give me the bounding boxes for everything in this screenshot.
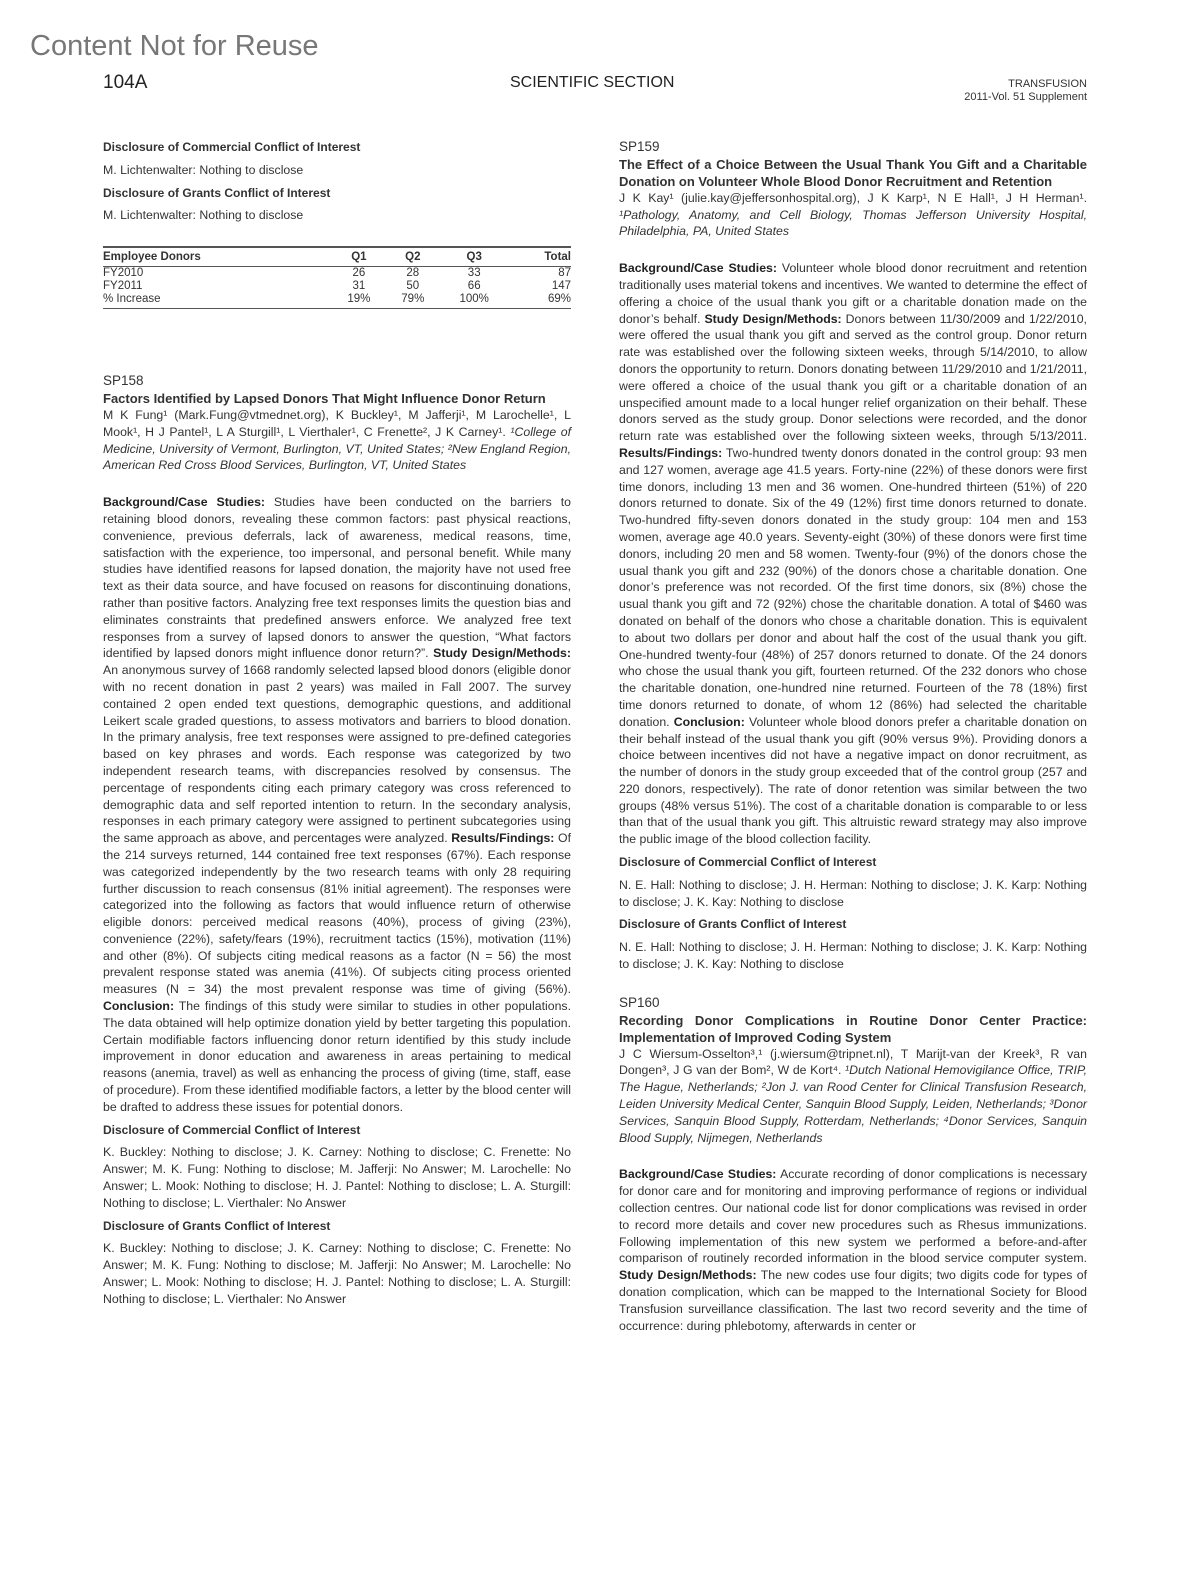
disclosure-text: K. Buckley: Nothing to disclose; J. K. Carney: Nothing to disclose; C. Frenette: No Answer; M. K. Fung: Nothing to disclose; M. Jafferji: No Answer; M. Larochelle: No Answer; L. Mook: Nothing to disclose; H. J. Pantel: Nothing to disclose; L. A. Sturgill: Nothing to disclose; L. Vierthaler: No Answer (103, 1241, 571, 1306)
disclosure-heading: Disclosure of Commercial Conflict of Interest (103, 1122, 361, 1137)
author-list: M K Fung¹ (Mark.Fung@vtmednet.org), K Buckley¹, M Jafferji¹, M Larochelle¹, L Mook¹, H J Pantel¹, L A Sturgill¹, L Vierthaler¹, C Frenette², J K Carney¹. (103, 407, 571, 439)
disclosure-heading: Disclosure of Grants Conflict of Interest (619, 917, 847, 932)
section-label: Results/Findings: (619, 445, 723, 460)
disclosure-heading: Disclosure of Grants Conflict of Interest (103, 185, 331, 200)
table-cell: 100% (440, 293, 509, 309)
abstract-authors (103, 407, 571, 474)
watermark: Content Not for Reuse (30, 30, 319, 62)
section-text: Donors between 11/30/2009 and 1/22/2010, were offered the usual thank you gift and served as the control group. Donor return rate was established over the following sixteen weeks, through 5/14/2010, to allow donors the opportunity to return. Donors donating between 11/29/2010 and 1/21/2011, were offered a choice of the usual thank you gift or a charitable donation of an unspecified amount made to a local hunger relief organization on their behalf. These donors served as the study group. Donor selections were recorded, and the donor return rate was established over the following sixteen weeks, through 5/13/2011. (619, 311, 1087, 444)
page-number: 104A (103, 72, 148, 93)
section-title: SCIENTIFIC SECTION (510, 74, 675, 91)
section-label: Conclusion: (103, 999, 175, 1014)
section-label: Background/Case Studies: (103, 495, 265, 510)
section-label: Study Design/Methods: (433, 646, 571, 661)
section-text: The new codes use four digits; two digits code for types of donation complication, which can be mapped to the International Society for Blood Transfusion surveillance classification. The last two record severity and the time of occurrence: during phlebotomy, afterwards in center or (619, 1268, 1087, 1333)
section-label: Background/Case Studies: (619, 1167, 777, 1182)
table-cell: 26 (352, 267, 366, 280)
disclosure-heading: Disclosure of Commercial Conflict of Interest (103, 140, 361, 154)
table-cell: 31 (352, 280, 366, 293)
abstract-code: SP159 (619, 139, 660, 154)
section-text: An anonymous survey of 1668 randomly selected lapsed blood donors (eligible donor with no recent donation in past 2 years) was mailed in Fall 2007. The survey contained 2 open ended text questions, demographic questions, and additional Leikert scale graded questions, to assess motivators and barriers to blood donation. In the primary analysis, free text responses were assigned to pre-defined categories based on key phrases and words. Each response was categorized by two independent research teams, with discrepancies resolved by consensus. The percentage of respondents citing each primary category was cross referenced to demographic data and self reported intention to return. In the secondary analysis, responses in each primary category were assigned to pertinent subcategories using the same approach as above, and percentages were analyzed. (103, 663, 571, 846)
column-header: Q2 (386, 247, 440, 267)
table-cell: % Increase (103, 293, 332, 309)
journal-info (964, 78, 1087, 104)
table-row (103, 280, 571, 293)
disclosure-heading: Disclosure of Commercial Conflict of Interest (619, 855, 877, 870)
table-cell: 147 (551, 280, 571, 293)
section-text: Volunteer whole blood donors prefer a charitable donation on their behalf instead of the usual thank you gift (90% versus 9%). Providing donors a choice between incentives did not have a negative impact on donor recruitment, as the number of donors in the study group exceeded that of the control group (257 and 220 donors, respectively). The rate of donor retention was similar between the two groups (48% versus 51%). The cost of a charitable donation is comparable to or less than that of the usual thank you gift. This altruistic reward strategy may also improve the public image of the blood collection facility. (619, 714, 1088, 847)
abstract-authors (619, 1046, 1087, 1147)
journal-name: TRANSFUSION (1008, 78, 1087, 90)
section-label: Study Design/Methods: (704, 311, 842, 326)
disclosure-text: M. Lichtenwalter: Nothing to disclose (103, 162, 304, 177)
section-text: Studies have been conducted on the barriers to retaining blood donors, revealing these common factors: past physical reactions, convenience, previous deferrals, lack of awareness, medical reasons, time, satisfaction with the experience, too impersonal, and personal benefit. While many studies have identified reasons for lapsed donation, the majority have not used free text as their data source, and have focused on reasons for discontinuing donations, rather than positive factors. Analyzing free text responses limits the question bias and eliminates constraints that predefined answers enforce. We analyzed free text responses from a survey of lapsed donors to answer the question, “What factors identified by lapsed donors might influence donor return?”. (103, 495, 571, 661)
affiliations: ¹Dutch National Hemovigilance Office, TRIP, The Hague, Netherlands; ²Jon J. van Rood Center for Clinical Transfusion Research, Leiden University Medical Center, Sanquin Blood Supply, Leiden, Netherlands; ³Donor Services, Sanquin Blood Supply, Rotterdam, Netherlands; ⁴Donor Services, Sanquin Blood Supply, Nijmegen, Netherlands (619, 1063, 1088, 1145)
affiliations: ¹College of Medicine, University of Vermont, Burlington, VT, United States; ²New England Region, American Red Cross Blood Services, Burlington, VT, United States (103, 424, 572, 473)
disclosure-text: N. E. Hall: Nothing to disclose; J. H. Herman: Nothing to disclose; J. K. Karp: Nothing to disclose; J. K. Kay: Nothing to disclose (619, 940, 1087, 972)
abstract-code: SP158 (103, 373, 144, 389)
abstract-body (103, 494, 571, 1115)
abstract-title: The Effect of a Choice Between the Usual Thank You Gift and a Charitable Donation on Volunteer Whole Blood Donor Recruitment and Retention (619, 156, 1087, 189)
table-cell: 66 (467, 280, 481, 293)
author-list: J C Wiersum-Osselton³,¹ (j.wiersum@tripnet.nl), T Marijt-van der Kreek³, R van Dongen³, J G van der Bom², W de Kort⁴. (619, 1046, 1087, 1078)
section-text: Of the 214 surveys returned, 144 contained free text responses (67%). Each response was categorized independently by the two research teams with only 28 requiring further discussion to reach consensus (81% initial agreement). The responses were categorized into the following as factors that would influence return of otherwise eligible donors: perceived medical reasons (40%), process of giving (23%), convenience (22%), safety/fears (19%), recruitment tactics (15%), motivation (11%) and other (8%). Of subjects citing medical reasons as a factor (N = 56) the most prevalent response stated was anemia (41%). Of subjects citing process oriented measures (N = 34) the most prevalent response was time of giving (56%). (103, 831, 571, 997)
table-row (103, 267, 571, 281)
column-header: Total (509, 247, 571, 267)
table-row (103, 293, 571, 309)
section-text: Two-hundred twenty donors donated in the control group: 93 men and 127 women, average age 41.5 years. Forty-nine (22%) of these donors were first time donors, including 13 men and 36 women. One-hundred thirteen (51%) of 220 donors returned to donate. Six of the 49 (12%) first time donors returned to donate. Two-hundred fifty-seven donors donated in the study group: 104 men and 153 women, average age 40.0 years. Seventy-eight (30%) of these donors were first time donors, including 20 men and 58 women. Twenty-four (9%) of the donors chose the usual thank you gift and 232 (90%) of the donors chose a charitable donation. One donor’s preference was not recorded. Of the first time donors, six (8%) chose the usual thank you gift and 72 (92%) chose the charitable donation. A total of $460 was donated on behalf of the donors who chose a charitable donation. This is equivalent to about two dollars per donor and about half the cost of the usual thank you gift. One-hundred twenty-four (48%) of 257 donors returned to donate. Of the 24 donors who chose the usual thank you gift, fourteen returned. Of the 232 donors who chose the charitable donation, one-hundred nine returned. Fourteen of the 78 (18%) first time donors returned to donate, of whom 12 (86%) had selected the charitable donation. (619, 445, 1087, 729)
affiliations: ¹Pathology, Anatomy, and Cell Biology, Thomas Jefferson University Hospital, Philadelphia, PA, United States (619, 207, 1087, 239)
table-cell: 79% (386, 293, 440, 309)
table-cell: 19% (332, 293, 386, 309)
abstract-authors (619, 190, 1087, 240)
section-label: Conclusion: (673, 714, 745, 729)
table-cell: FY2011 (103, 280, 143, 293)
table-cell: 87 (558, 267, 571, 280)
left-column (103, 139, 571, 1308)
abstract-body (619, 260, 1087, 848)
table-body (103, 267, 571, 309)
table-cell: FY2010 (103, 267, 144, 280)
column-header: Employee Donors (103, 247, 332, 267)
section-text: Volunteer whole blood donor recruitment and retention traditionally uses material tokens and incentives. We wanted to determine the effect of offering a choice of the usual thank you gift or a charitable donation made on the donor’s behalf. (619, 261, 1088, 326)
disclosure-heading: Disclosure of Grants Conflict of Interest (103, 1218, 331, 1233)
abstract-title: Factors Identified by Lapsed Donors That Might Influence Donor Return (103, 390, 546, 406)
section-text: The findings of this study were similar to studies in other populations. The data obtained will help optimize donation yield by better targeting this population. Certain modifiable factors influencing donor return identified by this study include improvement in donor education and awareness in areas pertaining to medical reasons (anemia, travel) as well as enhancing the process of giving (time, staff, ease of procedure). From these identified modifiable factors, a letter by the blood center will be drafted to address these issues for potential donors. (103, 999, 571, 1114)
table-cell: 33 (467, 267, 481, 280)
author-list: J K Kay¹ (julie.kay@jeffersonhospital.org), J K Karp¹, N E Hall¹, J H Herman¹. (619, 190, 1087, 205)
disclosure-text: M. Lichtenwalter: Nothing to disclose (103, 208, 304, 223)
table-cell: 50 (406, 280, 420, 293)
section-label: Background/Case Studies: (619, 261, 777, 276)
column-header: Q3 (440, 247, 509, 267)
right-column (619, 139, 1087, 1334)
table-header-row (103, 247, 571, 267)
table-cell: 69% (509, 293, 571, 309)
section-text: Accurate recording of donor complications is necessary for donor care and for monitoring and improving performance of regions or individual collection centres. Our national code list for donor complications was revised in order to record more details and cover new procedures such as Rhesus immunizations. Following implementation of this new system we performed a before-and-after comparison of routinely recorded information in the blood service computer system. (619, 1167, 1088, 1266)
employee-donors-table (103, 246, 571, 309)
section-label: Study Design/Methods: (619, 1268, 757, 1283)
abstract-code: SP160 (619, 994, 660, 1010)
abstract-body (619, 1166, 1087, 1334)
table-cell: 28 (406, 267, 420, 280)
disclosure-text: K. Buckley: Nothing to disclose; J. K. Carney: Nothing to disclose; C. Frenette: No Answer; M. K. Fung: Nothing to disclose; M. Jafferji: No Answer; M. Larochelle: No Answer; L. Mook: Nothing to disclose; H. J. Pantel: Nothing to disclose; L. A. Sturgill: Nothing to disclose; L. Vierthaler: No Answer (103, 1145, 571, 1210)
disclosure-text: N. E. Hall: Nothing to disclose; J. H. Herman: Nothing to disclose; J. K. Karp: Nothing to disclose; J. K. Kay: Nothing to disclose (619, 877, 1087, 909)
abstract-title: Recording Donor Complications in Routine Donor Center Practice: Implementation of Improved Coding System (619, 1012, 1087, 1045)
journal-volume: 2011-Vol. 51 Supplement (964, 91, 1087, 103)
column-header: Q1 (332, 247, 386, 267)
section-label: Results/Findings: (451, 831, 555, 846)
